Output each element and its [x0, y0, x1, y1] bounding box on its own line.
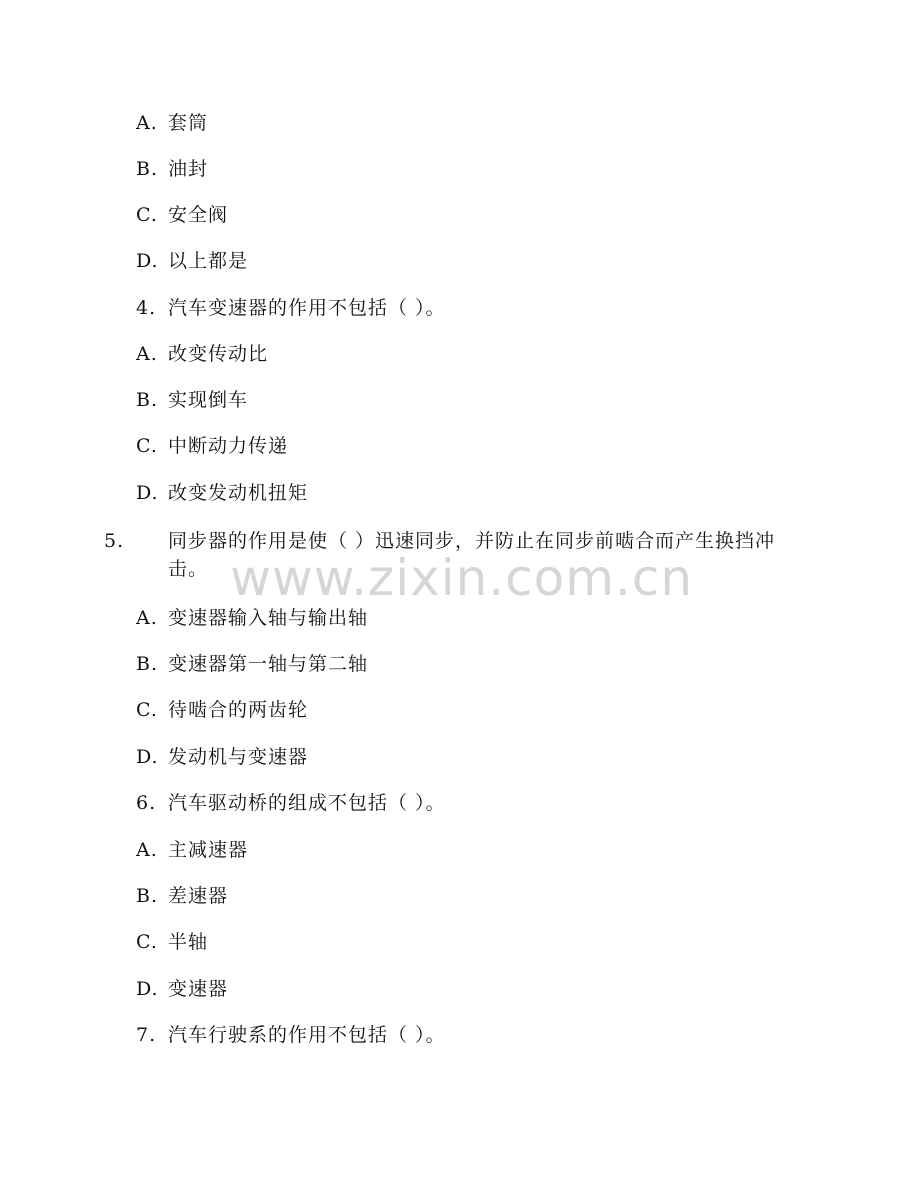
option-marker: C. — [136, 699, 158, 721]
option-q5-c — [136, 698, 308, 723]
option-marker: B. — [136, 389, 159, 411]
option-marker: C. — [136, 204, 158, 226]
option-text: 变速器输入轴与输出轴 — [168, 607, 369, 629]
option-q3-c — [136, 203, 228, 228]
option-q5-b — [136, 652, 368, 677]
option-marker: C. — [136, 435, 158, 457]
option-q6-d — [136, 977, 228, 1002]
option-marker: A. — [136, 343, 158, 365]
question-number: 7. — [136, 1024, 157, 1046]
option-marker: B. — [136, 158, 159, 180]
option-marker: B. — [136, 885, 159, 907]
option-q4-c — [136, 434, 288, 459]
option-q6-a — [136, 838, 248, 863]
question-7 — [136, 1023, 446, 1048]
option-text: 以上都是 — [168, 250, 249, 272]
option-marker: C. — [136, 931, 158, 953]
option-q3-a — [136, 111, 208, 136]
question-5 — [104, 527, 808, 583]
option-q3-d — [136, 249, 248, 274]
option-q5-d — [136, 745, 308, 770]
option-text: 发动机与变速器 — [168, 746, 309, 768]
option-text: 中断动力传递 — [168, 435, 289, 457]
option-text: 油封 — [168, 158, 209, 180]
option-text: 改变传动比 — [168, 343, 269, 365]
option-text: 改变发动机扭矩 — [168, 482, 309, 504]
option-marker: A. — [136, 112, 158, 134]
question-text: 同步器的作用是使（ ）迅速同步，并防止在同步前啮合而产生换挡冲击。 — [168, 530, 776, 580]
option-q4-a — [136, 342, 268, 367]
option-q4-d — [136, 481, 308, 506]
option-text: 实现倒车 — [168, 389, 249, 411]
question-text: 汽车驱动桥的组成不包括（ ）。 — [168, 792, 446, 814]
question-text: 汽车行驶系的作用不包括（ ）。 — [168, 1024, 446, 1046]
option-q5-a — [136, 606, 368, 631]
option-marker: D. — [136, 482, 159, 504]
question-number: 5. — [104, 530, 125, 552]
option-text: 半轴 — [168, 931, 209, 953]
question-number: 4. — [136, 297, 157, 319]
option-marker: A. — [136, 839, 158, 861]
watermark-text: www.zixin.com.cn — [230, 549, 694, 607]
option-marker: D. — [136, 978, 159, 1000]
option-text: 安全阀 — [168, 204, 229, 226]
question-number: 6. — [136, 792, 157, 814]
option-q4-b — [136, 388, 248, 413]
option-text: 主减速器 — [168, 839, 249, 861]
question-4 — [136, 296, 446, 321]
option-marker: A. — [136, 607, 158, 629]
option-text: 套筒 — [168, 112, 209, 134]
option-text: 差速器 — [168, 885, 229, 907]
option-q6-b — [136, 884, 228, 909]
option-text: 变速器第一轴与第二轴 — [168, 653, 369, 675]
option-text: 变速器 — [168, 978, 229, 1000]
option-q3-b — [136, 157, 208, 182]
option-marker: D. — [136, 250, 159, 272]
option-marker: D. — [136, 746, 159, 768]
option-marker: B. — [136, 653, 159, 675]
question-text: 汽车变速器的作用不包括（ ）。 — [168, 297, 446, 319]
option-text: 待啮合的两齿轮 — [168, 699, 309, 721]
question-6 — [136, 791, 446, 816]
option-q6-c — [136, 930, 208, 955]
